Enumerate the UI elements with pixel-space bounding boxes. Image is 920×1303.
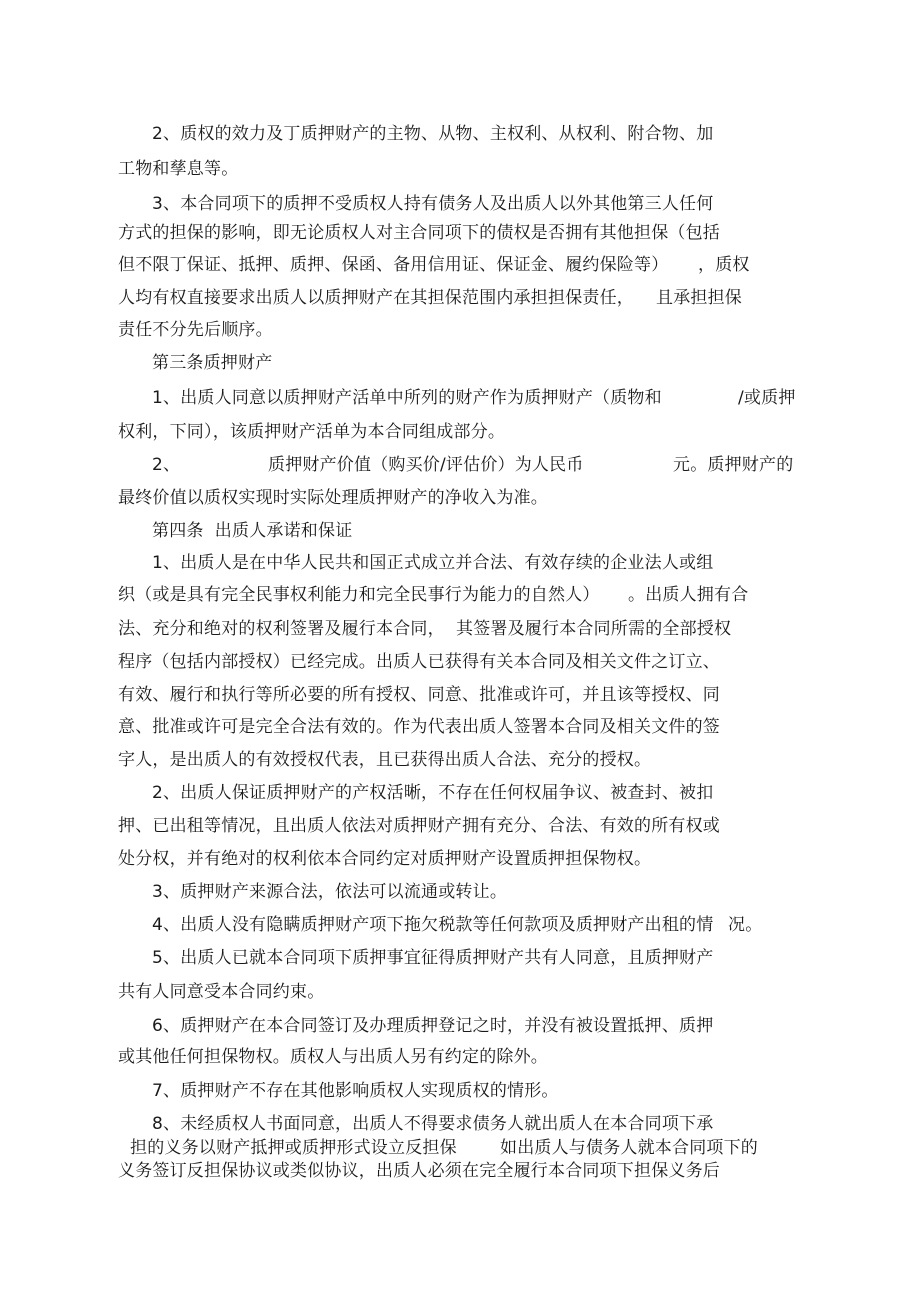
text-line: 法、充分和绝对的权利签署及履行本合同， [118, 619, 445, 639]
text-line: 8、未经质权人书面同意，出质人不得要求债务人就出质人在本合同项下承 [152, 1114, 714, 1134]
text-line: 人均有权直接要求出质人以质押财产在其担保范围内承担担保责任， [118, 288, 634, 308]
text-line: 2、 [152, 455, 181, 475]
text-line: 。出质人拥有合 [628, 585, 749, 605]
text-line: ，质权 [698, 255, 750, 275]
text-line: 1、出质人是在中华人民共和国正式成立并合法、有效存续的企业法人或组 [152, 553, 714, 573]
text-line: 质押财产价值（购买价/评估价）为人民币 [268, 455, 584, 475]
text-line: 6、质押财产在本合同签订及办理质押登记之时，并没有被设置抵押、质押 [152, 1016, 714, 1036]
text-line: 工物和孳息等。 [118, 159, 239, 179]
text-line: 有效、履行和执行等所必要的所有授权、同意、批准或许可，并且该等授权、同 [118, 685, 720, 705]
text-line: 义务签订反担保协议或类似协议，出质人必须在完全履行本合同项下担保义务后 [118, 1161, 720, 1181]
text-line: 元。质押财产的 [673, 455, 794, 475]
text-line: 方式的担保的影响，即无论质权人对主合同项下的债权是否拥有其他担保（包括 [118, 223, 720, 243]
text-line: 共有人同意受本合同约束。 [118, 982, 325, 1002]
text-line: /或质押 [738, 388, 796, 408]
text-line: 2、出质人保证质押财产的产权活晰，不存在任何权届争议、被查封、被扣 [152, 783, 714, 803]
text-line: 5、出质人已就本合同项下质押事宜征得质押财产共有人同意，且质押财产 [152, 948, 714, 968]
text-line: 3、本合同项下的质押不受质权人持有债务人及出质人以外其他第三人任何 [152, 194, 714, 214]
text-line: 责任不分先后顺序。 [118, 320, 273, 340]
text-line: 如出质人与债务人就本合同项下的 [500, 1138, 758, 1158]
text-line: 程序（包括内部授权）已经完成。出质人已获得有关本合同及相关文件之订立、 [118, 652, 720, 672]
text-line: 2、质权的效力及丁质押财产的主物、从物、主权利、从权利、附合物、加 [152, 124, 714, 144]
section-heading: 第三条质押财产 [152, 353, 273, 373]
text-line: 押、已出租等情况，且出质人依法对质押财产拥有充分、合法、有效的所有权或 [118, 816, 720, 836]
text-line: 1、出质人同意以质押财产活单中所列的财产作为质押财产（质物和 [152, 388, 662, 408]
text-line: 但不限丁保证、抵押、质押、保函、备用信用证、保证金、履约保险等） [118, 255, 669, 275]
text-line: 担的义务以财产抵押或质押形式设立反担保 [130, 1138, 457, 1158]
text-line: 况。 [728, 915, 763, 935]
text-line: 其签署及履行本合同所需的全部授权 [456, 619, 732, 639]
text-line: 且承担担保 [656, 288, 742, 308]
text-line: 4、出质人没有隐瞒质押财产项下拖欠税款等任何款项及质押财产出租的情 [152, 915, 714, 935]
text-line: 处分权，并有绝对的权利依本合同约定对质押财产设置质押担保物权。 [118, 849, 652, 869]
text-line: 织（或是具有完全民事权利能力和完全民事行为能力的自然人） [118, 585, 600, 605]
text-line: 意、批准或许可是完全合法有效的。作为代表出质人签署本合同及相关文件的签 [118, 717, 720, 737]
text-line: 最终价值以质权实现时实际处理质押财产的净收入为准。 [118, 488, 548, 508]
text-line: 字人，是出质人的有效授权代表，且已获得出质人合法、充分的授权。 [118, 750, 652, 770]
text-line: 7、质押财产不存在其他影响质权人实现质权的情形。 [152, 1081, 559, 1101]
text-line: 或其他任何担保物权。质权人与出质人另有约定的除外。 [118, 1047, 548, 1067]
section-heading: 第四条 出质人承诺和保证 [152, 521, 353, 541]
text-line: 权利，下同），该质押财产活单为本合同组成部分。 [118, 422, 506, 442]
text-line: 3、质押财产来源合法，依法可以流通或转让。 [152, 882, 508, 902]
